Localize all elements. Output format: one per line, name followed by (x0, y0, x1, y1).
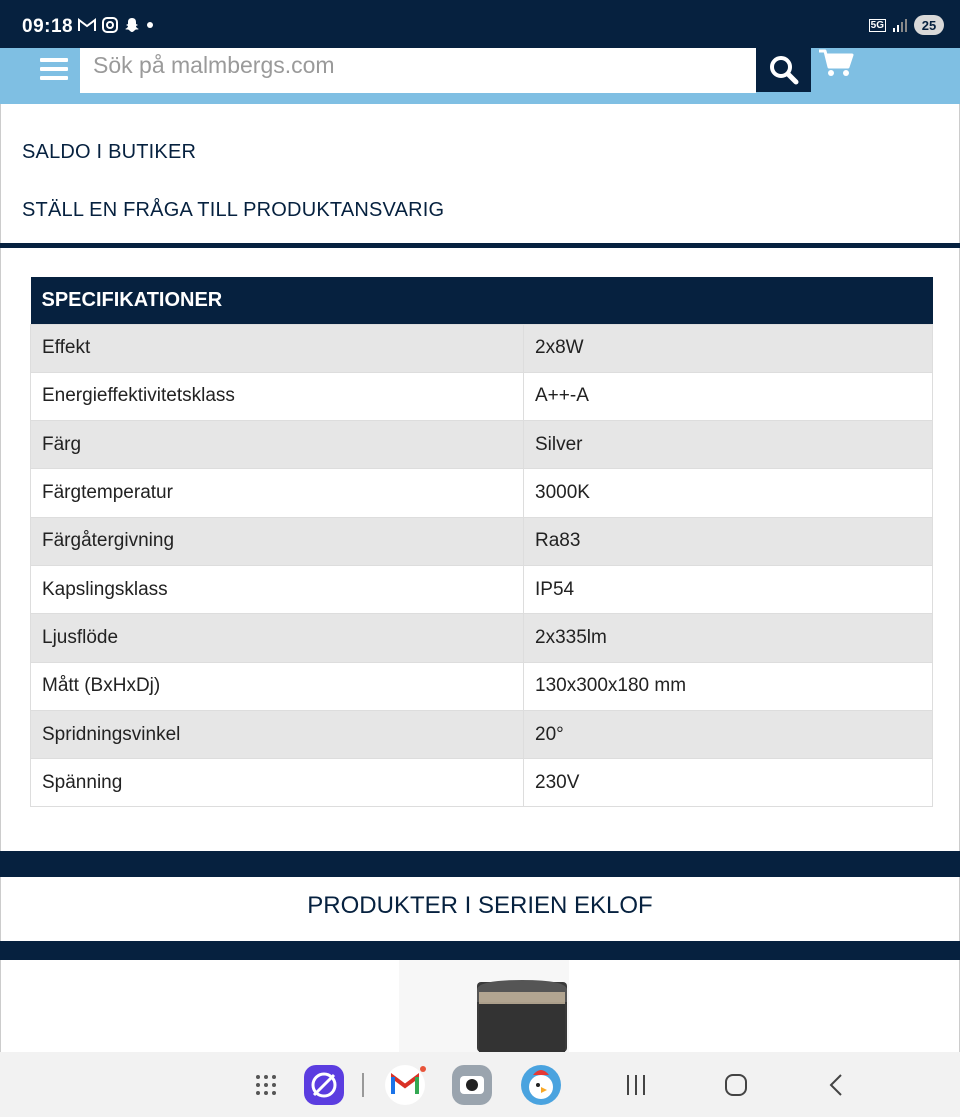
status-bar (0, 0, 960, 48)
divider-band (0, 941, 960, 960)
spec-row (31, 517, 933, 565)
back-button[interactable] (820, 1064, 852, 1106)
spec-value: Silver (524, 421, 933, 469)
spec-key: Spridningsvinkel (31, 710, 524, 758)
back-icon (828, 1073, 844, 1097)
menu-bar (40, 76, 68, 80)
spec-header (31, 277, 933, 324)
separator (358, 1064, 368, 1106)
spec-row (31, 710, 933, 758)
spec-value: A++-A (524, 372, 933, 420)
spec-key: Kapslingsklass (31, 565, 524, 613)
menu-bar (40, 58, 68, 62)
camera-app-button[interactable] (450, 1064, 494, 1106)
gmail-app-icon (383, 1063, 427, 1107)
browser-app-icon (302, 1063, 346, 1107)
browser-app-button[interactable] (302, 1064, 346, 1106)
search-input[interactable] (80, 48, 756, 93)
cart-icon (818, 48, 854, 78)
series-products (0, 960, 960, 1052)
spec-row (31, 565, 933, 613)
spec-key: Energieffektivitetsklass (31, 372, 524, 420)
android-nav-bar (0, 1052, 960, 1117)
snapchat-notification-icon (124, 17, 140, 33)
spec-value: 20° (524, 710, 933, 758)
spec-row (31, 421, 933, 469)
app-drawer-button[interactable] (250, 1064, 282, 1106)
spec-value: IP54 (524, 565, 933, 613)
search-icon (769, 55, 799, 85)
search-button[interactable] (756, 48, 811, 92)
spec-body (31, 324, 933, 807)
menu-button[interactable] (40, 56, 68, 80)
grid-icon (254, 1073, 278, 1097)
recents-icon (624, 1074, 648, 1096)
product-links (0, 104, 960, 248)
spec-value: 2x8W (524, 324, 933, 372)
status-time: 09:18 (22, 16, 74, 37)
divider-band (0, 851, 960, 877)
rooster-game-icon (519, 1063, 563, 1107)
spec-value: 130x300x180 mm (524, 662, 933, 710)
recents-button[interactable] (620, 1064, 652, 1106)
spec-row (31, 324, 933, 372)
spec-key: Ljusflöde (31, 614, 524, 662)
saldo-link[interactable]: SALDO I BUTIKER (22, 141, 197, 163)
spec-row (31, 614, 933, 662)
instagram-notification-icon (102, 17, 118, 33)
spec-table (30, 277, 933, 807)
spec-row (31, 759, 933, 807)
battery-indicator: 25 (914, 15, 944, 35)
gmail-notification-icon (78, 18, 96, 32)
cart-button[interactable] (818, 48, 854, 78)
spec-value: 230V (524, 759, 933, 807)
ask-question-link[interactable]: STÄLL EN FRÅGA TILL PRODUKTANSVARIG (22, 199, 445, 221)
gmail-app-button[interactable] (382, 1064, 428, 1106)
network-label: 5G (870, 19, 884, 31)
spec-value: 2x335lm (524, 614, 933, 662)
spec-title: SPECIFIKATIONER (41, 288, 223, 311)
spec-value: Ra83 (524, 517, 933, 565)
menu-bar (40, 67, 68, 71)
site-header (0, 48, 960, 104)
spec-row (31, 372, 933, 420)
spec-value: 3000K (524, 469, 933, 517)
dot-icon (146, 21, 154, 29)
spec-key: Färg (31, 421, 524, 469)
home-icon (724, 1073, 748, 1097)
signal-icon (892, 18, 908, 32)
product-image[interactable] (399, 960, 569, 1052)
home-button[interactable] (720, 1064, 752, 1106)
spec-key: Effekt (31, 324, 524, 372)
search-box (80, 48, 756, 93)
spec-row (31, 662, 933, 710)
spec-key: Mått (BxHxDj) (31, 662, 524, 710)
series-title: PRODUKTER I SERIEN EKLOF (0, 877, 960, 941)
spec-key: Färgtemperatur (31, 469, 524, 517)
status-right (869, 15, 944, 35)
notification-icons (78, 17, 154, 33)
spec-key: Spänning (31, 759, 524, 807)
camera-app-icon (450, 1063, 494, 1107)
spec-key: Färgåtergivning (31, 517, 524, 565)
game-app-button[interactable] (518, 1064, 564, 1106)
specifications-section (0, 248, 960, 851)
spec-row (31, 469, 933, 517)
wall-lamp-image (399, 960, 569, 1052)
